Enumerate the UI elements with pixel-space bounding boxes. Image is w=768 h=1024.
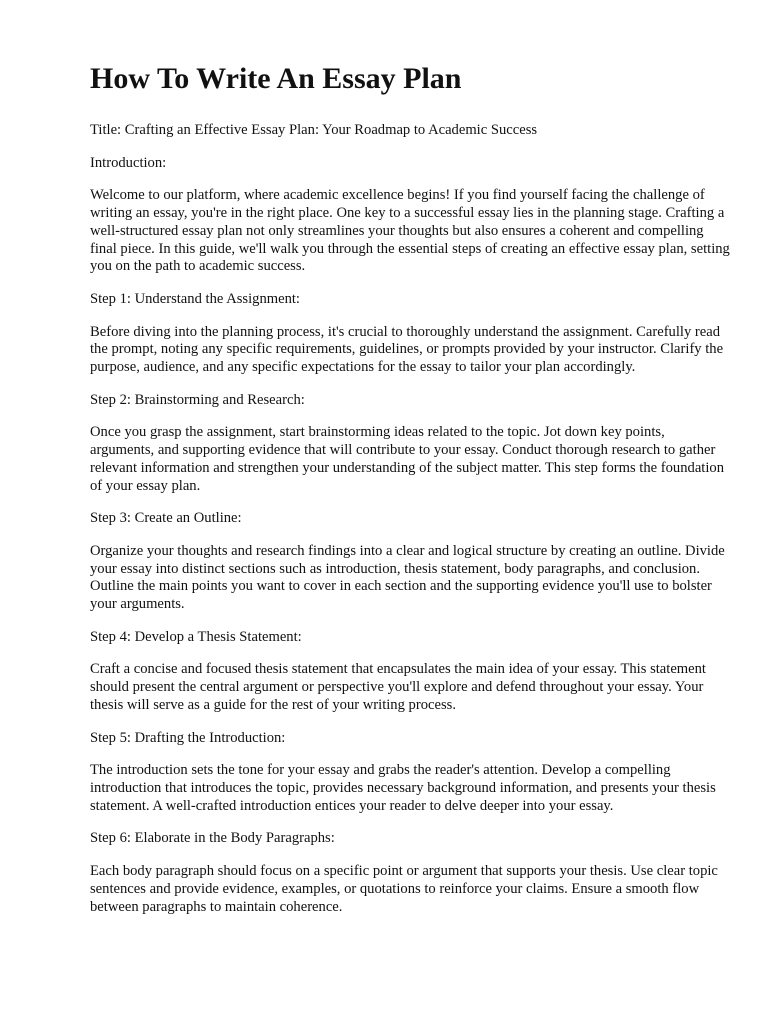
essay-title-line: Title: Crafting an Effective Essay Plan: Your Roadmap to Academic Success [90, 122, 538, 138]
paragraph-introduction: Welcome to our platform, where academic excellence begins! If you find yourself facing the challenge of writing an essay, you're in the right place. One key to a successful essay lies in the planning stage. Crafting a well-structured essay plan not only streamlines your thoughts but also ensures a coherent and compelling final piece. In this guide, we'll walk you through the essential steps of creating an effective essay plan, setting you on the path to academic success. [90, 187, 730, 275]
section-heading-step-4: Step 4: Develop a Thesis Statement: [90, 628, 302, 645]
section-heading-step-1: Step 1: Understand the Assignment: [90, 290, 300, 307]
paragraph-step-5: The introduction sets the tone for your essay and grabs the reader's attention. Develop a compelling introduction that introduces the topic, provides necessary background information, and presents your thesis statement. A well-crafted introduction entices your reader to delve deeper into your essay. [90, 762, 716, 814]
section-heading-step-2: Step 2: Brainstorming and Research: [90, 391, 305, 408]
document-page [90, 62, 730, 931]
paragraph-step-1: Before diving into the planning process, it's crucial to thoroughly understand the assignment. Carefully read the prompt, noting any specific requirements, guidelines, or prompts provided by your instructor. Clarify the purpose, audience, and any specific expectations for the essay to tailor your plan accordingly. [90, 323, 724, 376]
section-heading-step-3: Step 3: Create an Outline: [90, 510, 242, 527]
section-heading-introduction: Introduction: [90, 154, 167, 171]
paragraph-step-4: Craft a concise and focused thesis statement that encapsulates the main idea of your essay. This statement should present the central argument or perspective you'll explore and defend throughout your essay. Your thesis will serve as a guide for the rest of your writing process. [90, 661, 706, 713]
section-heading-step-6: Step 6: Elaborate in the Body Paragraphs: [90, 830, 335, 847]
paragraph-step-3: Organize your thoughts and research findings into a clear and logical structure by creating an outline. Divide your essay into distinct sections such as introduction, thesis statement, body paragraphs, and conclusion. Outline the main points you want to cover in each section and the supporting evidence you'll use to bolster your arguments. [90, 542, 725, 613]
section-heading-step-5: Step 5: Drafting the Introduction: [90, 729, 286, 746]
paragraph-step-2: Once you grasp the assignment, start brainstorming ideas related to the topic. Jot down key points, arguments, and supporting evidence that will contribute to your essay. Conduct thorough research to gather relevant information and strengthen your understanding of the subject matter. This step forms the foundation of your essay plan. [90, 424, 725, 494]
page-title: How To Write An Essay Plan [90, 62, 462, 95]
paragraph-step-6: Each body paragraph should focus on a specific point or argument that supports your thesis. Use clear topic sentences and provide evidence, examples, or quotations to reinforce your claims. Ensure a smooth flow between paragraphs to maintain coherence. [90, 863, 718, 915]
